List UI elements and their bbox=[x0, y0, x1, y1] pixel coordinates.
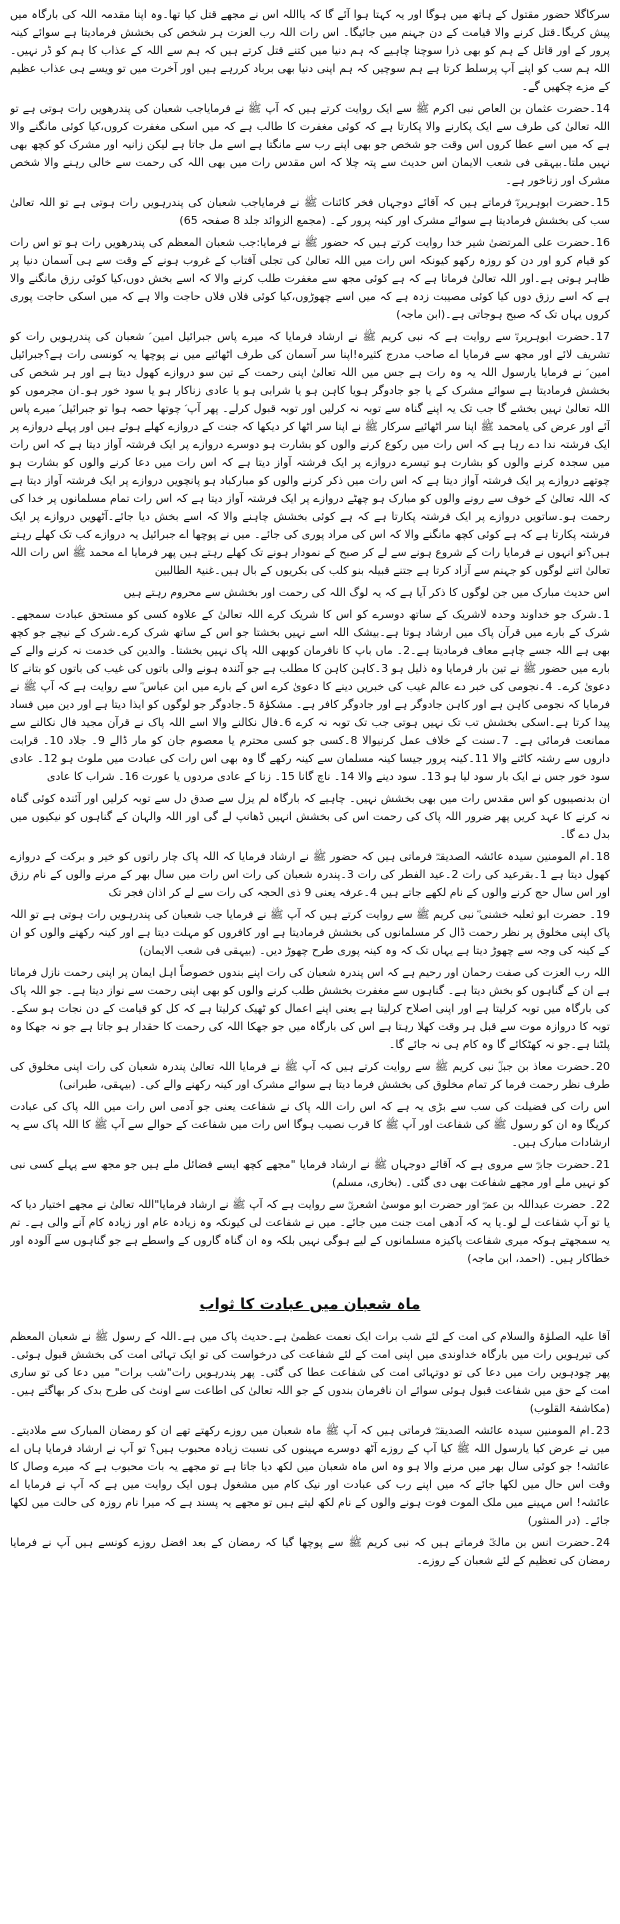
paragraph: 21۔حضرت جابرؓ سے مروی ہے کہ آقائے دوجہاں ﷺ نے ارشاد فرمایا "مجھے کچھ ایسے فضائل ملے ہیں جو مجھ سے پہلے کسی نبی کو نہیں ملے اور مجھے شفاعت بھی دی گئی۔ (بخاری، مسلم) bbox=[10, 1158, 610, 1189]
paragraph: 17۔حضرت ابوہریرہؓ سے روایت ہے کہ نبی کریم ﷺ نے ارشاد فرمایا کہ میرے پاس جبرائیل امین ؑ شعبان کی پندرہویں رات کو تشریف لائے اور مجھ سے فرمایا اے صاحب مدرج کثیرہ!اپنا سر آسمان کی طرف اٹھائیے میں نے پوچھا یہ کونسی رات ہے؟جبرائیل امین ؑ نے فرمایا یارسول اللہ یہ وہ رات ہے جس میں اللہ تعالیٰ اپنی رحمت کے تین سو دروازے کھول دیتا ہے اور ہر شخص کی بخشش فرمادیتا ہے سوائے مشرک کے یا جو جادوگر ہویا کاہن ہو یا شرابی ہو یا عادی زناکار ہو یا سود خور ہو۔ان مجرموں کو اللہ تعالیٰ نہیں بخشے گا جب تک یہ اپنے گناہ سے توبہ نہ کرلیں اور توبہ قبول کرلے۔ پھر آپ ؑ چوتھا حصہ ہوا تو جبرائیل ؑ میرے پاس آئے اور عرض کی یامحمد ﷺ اپنا سر اٹھائیے سرکار ﷺ نے اپنا سر اٹھا کر دیکھا کہ جنت کے دروازے کھلے ہوئے ہیں اور پہلے دروازے پر ایک فرشتہ ندا دے رہا ہے کہ اس رات میں رکوع کرنے والوں کو بشارت ہو دوسرے دروازے پر ایک فرشتہ آواز دیتا ہے کہ اس رات میں سجدہ کرنے والوں کو بشارت ہو تیسرے دروازے پر ایک فرشتہ آواز دیتا ہے کہ اس رات میں دعا کرنے والوں کو بشارت ہو چوتھے دروازے پر ایک فرشتہ آواز دیتا ہے کہ اس رات میں ذکر کرنے والوں کو مبارکباد ہو پانچویں دروازے پر ایک فرشتہ آواز دیتا ہے کہ اللہ تعالیٰ کے خوف سے رونے والوں کو مبارک ہو چھٹے دروازے پر ایک فرشتہ آواز دیتا ہے کہ اس رات تمام مسلمانوں پر خدا کی رحمت ہو۔ساتویں دروازے پر ایک فرشتہ پکارتا ہے کہ ہے کوئی بخشش چاہنے والا کہ اسے بخش دیا جائے۔آٹھویں دروازے پر ایک فرشتہ پکارتا ہے کہ ہے کوئی کچھ مانگنے والا کہ اس کی مراد پوری کی جائے۔ میں نے پوچھا اے جبرائیل یہ دروازے کب تک کھلے رہتے ہیں؟تو انہوں نے فرمایا رات کے شروع ہونے سے لے کر صبح کے نمودار ہونے تک کھلے رہتے ہیں پھر فرمایا اے محمد ﷺ اس رات اللہ تعالیٰ اتنے لوگوں کو جہنم سے آزاد کرتا ہے جتنے قبیلہ بنو کلب کی بکریوں کے بال ہیں۔غنیۃ الطالبین bbox=[10, 330, 610, 577]
paragraph: آقا علیہ الصلوٰۃ والسلام کی امت کے لئے شب برات ایک نعمت عظمیٰ ہے۔حدیث پاک میں ہے۔اللہ کے رسول ﷺ نے شعبان المعظم کی تیرہویں رات میں بارگاہ خداوندی میں اپنی امت کے لئے شفاعت کی درخواست کی تو ایک تہائی امت کی بخشش قبول ہوئی۔پھر چودہویں رات میں دعا کی تو دوتہائی امت کی شفاعت عطا کی گئی۔ پھر پندرہویں رات"شب برات" میں دعا کی تو ساری امت کے حق میں شفاعت قبول ہوئی سوائے ان نافرمان بندوں کے جو اللہ تعالیٰ کی اطاعت سے اونٹ کی طرح بدک کر بھاگتے ہیں۔ (مکاشفۃ القلوب) bbox=[10, 1330, 610, 1415]
paragraph: سرکاگلا حضور مقتول کے ہاتھ میں ہوگا اور یہ کہتا ہوا آئے گا کہ یااللہ اس نے مجھے قتل کیا تھا۔وہ اپنا مقدمہ اللہ کی بارگاہ میں پیش کریگا۔قتل کرنے والا قیامت کے دن جہنم میں جائیگا۔ اس رات اللہ رب العزت ہر شخص کی بخشش فرمادیتا ہے سوائے کینہ پرور کے اور قاتل کے ہم کو بھی ذرا سوچنا چاہیے کہ ہم دنیا میں کتنے قتل کرتے ہیں کہ ہم سے اللہ کے عذاب کا ہم کو ڈر نہیں۔ اللہ ہم سب کو اپنے آپ پرسلط کرتا ہے ہم سوچیں کہ ہم اپنی دنیا بھی برباد کررہے ہیں اور آخرت میں تو ویسے ہی عذاب عظیم کے مزے چکھیں گے۔ bbox=[10, 8, 610, 93]
paragraph: اللہ رب العزت کی صفت رحمان اور رحیم ہے کہ اس پندرہ شعبان کی رات اپنے بندوں خصوصاً اہل ایمان پر اپنی رحمت نازل فرماتا ہے ان کے گناہوں کو بخش دیتا ہے۔ گناہوں سے مغفرت بخشش طلب کرنے والوں کو بھی اپنی رحمت سے نواز دیتا ہے۔ جو اللہ پاک کی بارگاہ میں توبہ کرلیتا ہے اور اپنی اصلاح کرلیتا ہے یعنی اپنے اعمال کو ٹھیک کرلیتا ہے کہ کل کو قیامت کے دن نجات ہو سکے۔ توبہ کا دروازہ موت سے قبل ہر وقت کھلا رہتا ہے اس کی بارگاہ میں جو جھکا اللہ کی رحمت کا حقدار ہو جاتا ہے جو نہ جھکا وہ پلٹنا ہے۔جو نہ کھٹکائے گا وہ کام ہی نہ جائے گا۔ bbox=[10, 966, 610, 1051]
paragraph: 22۔ حضرت عبداللہ بن عمرؓ اور حضرت ابو موسیٰ اشعریؓ سے روایت ہے کہ آپ ﷺ نے ارشاد فرمایا"اللہ تعالیٰ نے مجھے اختیار دیا کہ یا تو آپ شفاعت لے لو۔یا یہ کہ آدھی امت جنت میں جائے۔ میں نے شفاعت لی کیونکہ وہ زیادہ عام اور زیادہ کام آنے والی ہے۔ تم یہ سمجھتے ہوکہ میری شفاعت پاکیزہ مسلمانوں کے لیے ہوگی نہیں بلکہ وہ ان گناہ گاروں کے واسطے ہے جو گناہوں سے آلودہ اور خطاکار ہیں۔ (احمد، ابن ماجہ) bbox=[10, 1198, 610, 1265]
paragraph: 16۔حضرت علی المرتضیٰ شیر خدا روایت کرتے ہیں کہ حضور ﷺ نے فرمایا:جب شعبان المعظم کی پندرھویں رات ہو تو اس رات کو قیام کرو اور دن کو روزہ رکھو کیونکہ اس رات میں اللہ تعالیٰ کی تجلی آفتاب کے غروب ہونے کے وقت سے ہی آسمان دنیا پر ظاہر ہوتی ہے۔اور اللہ تعالیٰ فرماتا ہے کہ ہے کوئی مجھ سے مغفرت طلب کرنے والا کہ اسے بخش دوں،کیا کوئی رزق مانگنے والا ہے کہ اسے رزق دوں کیا کوئی مصیبت زدہ ہے کہ میں اسے چھوڑوں،کیا کوئی فلاں فلاں حاجت والا ہے کہ میں اسکی حاجت پوری کروں یہاں تک کہ صبح ہوجاتی ہے۔(ابن ماجہ) bbox=[10, 236, 610, 321]
paragraph: 1۔شرک جو خداوند وحدہ لاشریک کے ساتھ دوسرے کو اس کا شریک کرے اللہ تعالیٰ کے علاوہ کسی کو مستحق عبادت سمجھے۔شرک کے بارے میں قرآن پاک میں ارشاد ہوتا ہے۔بیشک اللہ اسے نہیں بخشتا جو اس کے ساتھ شرک کرے۔شرک کے نیچے جو کچھ بھی ہے اللہ جسے چاہے معاف فرمادیتا ہے۔2۔ ماں باپ کا نافرمان کوبھی اللہ پاک نہیں بخشتا۔ والدین کی خدمت نہ کرنے والے کے بارے میں حضور ﷺ نے تین بار فرمایا وہ ذلیل ہو 3۔کاہن کاہن کا مطلب ہے جو آئندہ ہونے والی باتوں کی غیب کی باتوں کو بتانے کا دعویٰ کرے۔ 4۔نجومی کی خبر دے عالم غیب کی خبریں دینے کا دعویٰ کرے اس کے بارے میں ابن عباس ؓ سے روایت ہے کہ آپ ﷺ نے فرمایا کہ نجومی کاہن ہے اور کاہن جادوگر ہے اور جادوگر کافر ہے۔ مشکوٰۃ 5۔جادوگر جو لوگوں کو ایذا دیتا ہے اور دین میں فساد پیدا کرتا ہے۔اسکی بخشش تب تک نہیں ہوتی جب تک توبہ نہ کرے 6۔فال نکالنے والا اسے اللہ پاک نے قرآن مجید فال نکالنے سے ممانعت فرمائی ہے۔ 7۔سنت کے خلاف عمل کرنیوالا 8۔کسی جو کسی محترم یا معصوم جان کو مار ڈالے 9۔ جلاد 10۔ قرابت داروں سے رشتہ کاٹنے والا 11۔کینہ پرور جیسا کینہ مسلمان سے کینہ رکھے گا وہ بھی اس رات کی عبادت میں ملوث ہو 12۔ عادی سود خور جس نے ایک بار سود لیا ہو 13۔ سود دینے والا 14۔ ناچ گانا 15۔ زنا کے عادی مردوں یا عورت 16۔ شراب کا عادی bbox=[10, 608, 610, 783]
paragraph: 19۔ حضرت ابو ثعلبہ خشنی ؓ نبی کریم ﷺ سے روایت کرتے ہیں کہ آپ ﷺ نے فرمایا جب شعبان کی پندرہویں رات ہوتی ہے تو اللہ پاک اپنی مخلوق پر نظر رحمت ڈال کر مسلمانوں کی بخشش فرمادیتا ہے اور کافروں کو مہلت دیتا ہے اور کینہ رکھنے والوں کو ان کے کینہ کی وجہ سے چھوڑ دیتا ہے یہاں تک کہ وہ کینہ پوری طرح چھوڑ دیں۔ (بیہقی فی شعب الایمان) bbox=[10, 908, 610, 957]
paragraph: ان بدنصیبوں کو اس مقدس رات میں بھی بخشش نہیں۔ چاہیے کہ بارگاہ لم یزل سے صدق دل سے توبہ کرلیں اور آئندہ کوئی گناہ نہ کرنے کا عہد کریں پھر ضرور اللہ پاک کی رحمت اس کی بخشش انہیں ڈھانپ لے گی اور اللہ والہان کے گناہوں کو نیکیوں میں بدل دے گا۔ bbox=[10, 792, 610, 841]
section-heading: ماہ شعبان میں عبادت کا ثواب bbox=[199, 1295, 421, 1313]
paragraph: 18۔ام المومنین سیدہ عائشہ الصدیقہؓ فرماتی ہیں کہ حضور ﷺ نے ارشاد فرمایا کہ اللہ پاک چار راتوں کو خیر و برکت کے دروازے کھول دیتا ہے 1۔بقرعید کی رات 2۔عید الفطر کی رات 3۔پندرہ شعبان کی رات اس رات میں سال بھر کے مرنے والوں کے نام رزق اور اس سال حج کرنے والوں کے نام لکھے جاتے ہیں 4۔عرفہ یعنی 9 ذی الحجہ کی رات سے لے کر اذان فجر تک bbox=[10, 850, 610, 899]
article-body-bottom bbox=[10, 1328, 610, 1570]
article-body-top bbox=[10, 6, 610, 1268]
paragraph: 23۔ام المومنین سیدہ عائشہ الصدیقہؓ فرماتی ہیں کہ آپ ﷺ ماہ شعبان میں روزے رکھتے تھے ان کو رمضان المبارک سے ملادیتے۔میں نے عرض کیا یارسول اللہ ﷺ کیا آپ کے روزے آٹھ دوسرے مہینوں کی نسبت زیادہ محبوب ہیں؟ تو آپ نے ارشاد فرمایا ہاں اے عائشہ! جو کوئی سال بھر میں مرنے والا ہو وہ اس ماہ شعبان میں لکھ دیا جاتا ہے تو مجھے یہ بات محبوب ہے کہ میرے وصال کا وقت اس حال میں لکھا جائے کہ میں اپنے رب کی عبادت اور نیک کام میں مشغول ہوں ایک روایت میں ہے کہ آپ نے فرمایا اے عائشہ! اس مہینے میں ملک الموت فوت ہونے والوں کے نام لکھ لیتے ہیں تو مجھے یہ پسند ہے کہ میرا نام روزہ کی حالت میں لکھا جائے۔ (در المنثور) bbox=[10, 1424, 610, 1527]
paragraph: 24۔حضرت انس بن مالکؓ فرماتے ہیں کہ نبی کریم ﷺ سے پوچھا گیا کہ رمضان کے بعد افضل روزے کونسے ہیں آپ نے فرمایا رمضان کی تعظیم کے لئے شعبان کے روزے۔ bbox=[10, 1536, 610, 1567]
article-page bbox=[10, 6, 610, 1906]
paragraph: 14۔حضرت عثمان بن العاص نبی اکرم ﷺ سے ایک روایت کرتے ہیں کہ آپ ﷺ نے فرمایاجب شعبان کی پندرھویں رات ہوتی ہے تو اللہ تعالیٰ کی طرف سے ایک پکارنے والا پکارتا ہے کہ کوئی مغفرت کا طالب ہے کہ میں اسکی مغفرت کروں،کیا کوئی مانگنے والا ہے کہ میں اسے عطا کروں اس وقت جو شخص جو بھی اپنے رب سے مانگتا ہے اسے مل جاتا ہے لیکن زانیہ اور مشرک کو کچھ بھی نہیں ملتا۔بیہقی فی شعب الایمان اس حدیث سے پتہ چلا کہ اس مقدس رات میں بھی اللہ کی رحمت سے خالی رہنے والا شخص مشرک اور زناخور ہے۔ bbox=[10, 102, 610, 187]
paragraph: 15۔حضرت ابوہریرہؓ فرماتے ہیں کہ آقائے دوجہاں فخر کائنات ﷺ نے فرمایاجب شعبان کی پندرہویں رات ہوتی ہے تو اللہ تعالیٰ سب کی بخشش فرمادیتا ہے سوائے مشرک اور کینہ پرور کے۔ (مجمع الزوائد جلد 8 صفحہ 65) bbox=[10, 196, 610, 227]
paragraph: اس حدیث مبارک میں جن لوگوں کا ذکر آیا ہے کہ یہ لوگ اللہ کی رحمت اور بخشش سے محروم رہتے ہیں bbox=[123, 586, 610, 599]
paragraph: 20۔حضرت معاذ بن جبلؓ نبی کریم ﷺ سے روایت کرتے ہیں کہ آپ ﷺ نے فرمایا اللہ تعالیٰ پندرہ شعبان کی رات اپنی مخلوق کی طرف نظر رحمت فرما کر تمام مخلوق کی بخشش فرما دیتا ہے سوائے مشرک اور کینہ رکھنے والے کی۔ (بیہقی، طبرانی) bbox=[10, 1060, 610, 1091]
paragraph: اس رات کی فضیلت کی سب سے بڑی یہ ہے کہ اس رات اللہ پاک نے شفاعت یعنی جو آدمی اس رات میں اللہ پاک کی عبادت کریگا وہ ان کو رسول ﷺ کی شفاعت اور آپ ﷺ کا قرب نصیب ہوگا اس رات میں شفاعت کے حوالے سے آپ ﷺ کا اللہ پاک سے یہ ارشادات مبارک ہیں۔ bbox=[10, 1100, 610, 1149]
